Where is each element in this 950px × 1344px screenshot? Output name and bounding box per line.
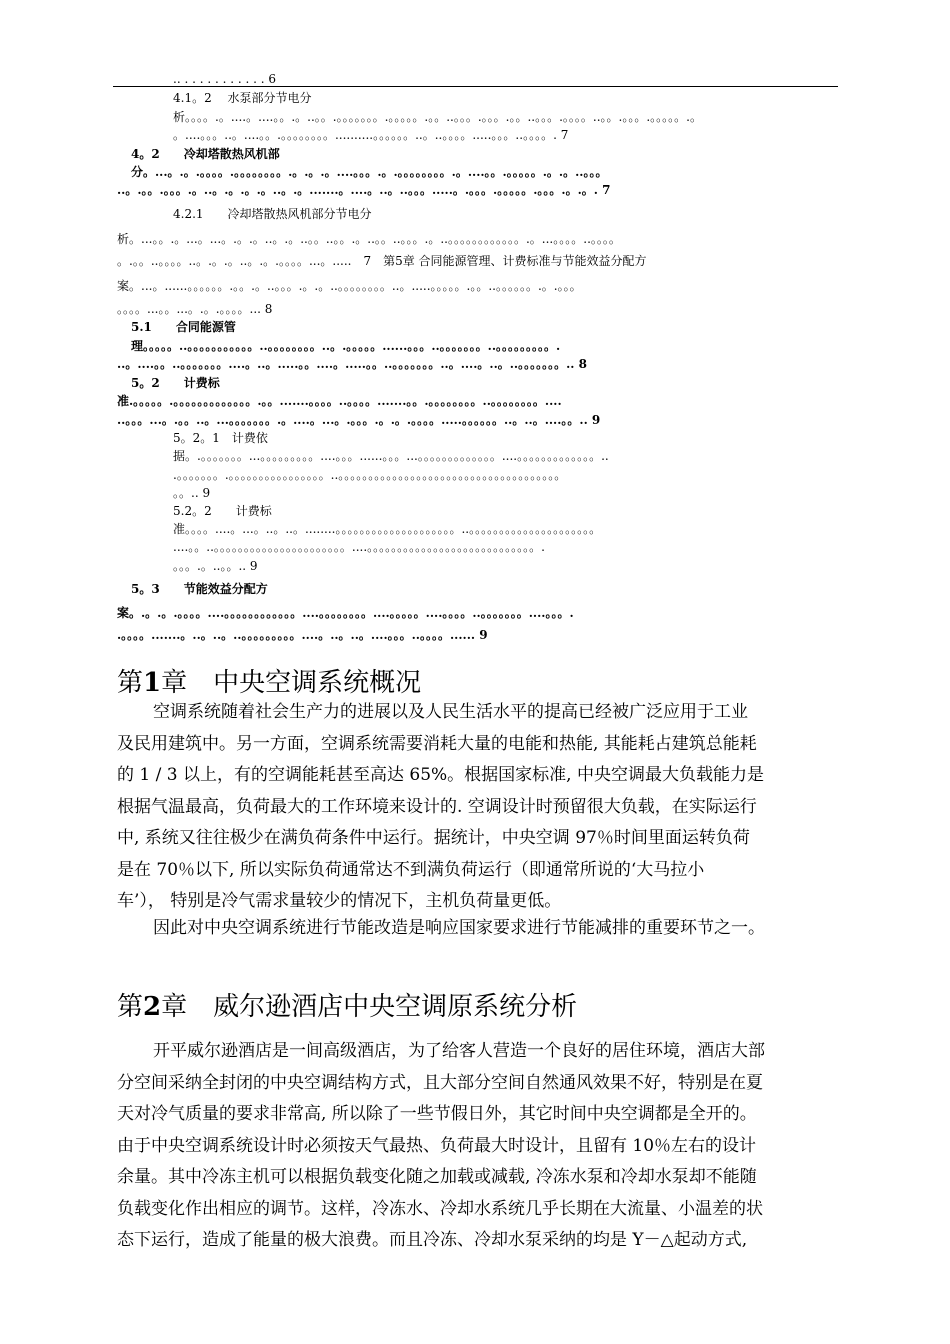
toc-line: 准.。。。。。.。。。。。。。。。。。。。.。。.......。。。。..。。。。.......。。.。。。。。。。。..。。。。。。。。.... bbox=[117, 394, 562, 408]
toc-line: 5.1 合同能源管 bbox=[131, 320, 236, 334]
toc-line: ..。.。。.。。。.。..。.。.。.。..。.。.......。....。..。..。。。.....。.。。。.。。。。。.。。。.。.。. 7 bbox=[117, 183, 611, 197]
toc-line: .。。。。.......。..。..。..。。。。。。。。。....。..。..。....。。。..。。。。...... 9 bbox=[117, 628, 488, 642]
text-line: 根据气温最高，负荷最大的工作环境来设计的. 空调设计时预留很大负载，在实际运行 bbox=[117, 796, 757, 817]
text-line: 天对冷气质量的要求非常高, 所以除了一些节假日外，其它时间中央空调都是全开的。 bbox=[117, 1104, 757, 1124]
toc-line: 理。。。。。..。。。。。。。。。。。..。。。。。。。。..。.。。。。。......。。。..。。。。。。。..。。。。。。。。。. bbox=[131, 339, 561, 353]
toc-line: 案。...。......。。。。。。.。。.。..。。。.。.。..。。。。。。。。..。.....。。。。。.。。..。。。。。。.。.。。。 bbox=[117, 279, 582, 293]
toc-line: 。。。.。..。。.. 9 bbox=[173, 559, 258, 573]
text-line: 因此对中央空调系统进行节能改造是响应国家要求进行节能减排的重要环节之一。 bbox=[153, 918, 765, 938]
text-line: 中, 系统又往往极少在满负荷条件中运行。据统计，中央空调 97％时间里面运转负荷 bbox=[117, 828, 750, 848]
toc-line: 。。。。...。。...。.。.。。。。... 8 bbox=[117, 302, 273, 316]
toc-line: 4.1。2 水泵部分节电分 bbox=[173, 91, 312, 105]
toc-line: 据。.。。。。。。。...。。。。。。。。。....。。。......。。。...。。。。。。。。。。。。。....。。。。。。。。。。。。。.. bbox=[173, 449, 609, 463]
toc-line: .. . . . . . . . . . . . 6 bbox=[173, 72, 276, 86]
toc-line: 5。2 计费标 bbox=[131, 376, 220, 390]
text-line: 分空间采纳全封闭的中央空调结构方式，且大部分空间自然通风效果不好，特别是在夏 bbox=[117, 1072, 763, 1093]
chapter-2-body bbox=[117, 1036, 842, 1257]
toc-line: 。....。。。..。....。。.。。。。。。。。..........。。。。。。..。..。。。。.....。。。..。。。。. 7 bbox=[173, 128, 569, 142]
toc-line: ..。。。...。.。。..。...。。。。。。。.。....。...。.。。。.。.。.。。。。.....。。。。。。..。..。....。。.. 9 bbox=[117, 413, 601, 427]
toc-line: 5。2。1 计费依 bbox=[173, 431, 268, 445]
toc-line: 4。2 冷却塔散热风机部 bbox=[131, 147, 280, 161]
text-line: 的 1 / 3 以上，有的空调能耗甚至高达 65%。根据国家标准, 中央空调最大负载能力是 bbox=[117, 765, 764, 785]
text-line: 空调系统随着社会生产力的进展以及人民生活水平的提高已经被广泛应用于工业 bbox=[153, 702, 748, 722]
toc-line: 准。。。。....。...。..。..。........。。。。。。。。。。。。。。。。。。。。..。。。。。。。。。。。。。。。。。。。。。 bbox=[173, 522, 602, 536]
chapter-2-heading: 第2章 威尔逊酒店中央空调原系统分析 bbox=[117, 992, 578, 1022]
chapter-1-heading: 第1章 中央空调系统概况 bbox=[117, 668, 422, 698]
toc-line: 5。3 节能效益分配方 bbox=[131, 582, 268, 596]
toc-line: 分。...。.。.。。。。.。。。。。。。。.。.。.。....。。。.。.。。。。。。。。.。....。。.。。。。。.。.。..。。。 bbox=[131, 165, 608, 179]
header-rule bbox=[113, 86, 838, 87]
toc-line: 析。...。。.。...。...。.。.。..。.。..。。..。。.。..。。..。。。.。..。。。。。。。。。。。。.。...。。。。..。。。。 bbox=[117, 232, 621, 246]
text-line: 负载变化作出相应的调节。这样，冷冻水、冷却水系统几乎长期在大流量、小温差的状 bbox=[117, 1198, 763, 1219]
toc-line: 。.。。..。。。。..。.。.。..。.。.。。。。...。..... 7 第5章 合同能源管理、计费标准与节能效益分配方 bbox=[117, 254, 647, 268]
chapter-1-body bbox=[117, 697, 842, 940]
toc-line: 5.2。2 计费标 bbox=[173, 504, 272, 518]
text-line: 车’）， 特别是冷气需求量较少的情况下，主机负荷量更低。 bbox=[117, 891, 562, 911]
text-line: 及民用建筑中。另一方面，空调系统需要消耗大量的电能和热能, 其能耗占建筑总能耗 bbox=[117, 733, 757, 754]
toc-line: ..。....。。..。。。。。。。....。..。.....。。....。.....。。..。。。。。。。..。....。..。..。。。。。。。.. 8 bbox=[117, 357, 587, 371]
text-line: 余量。其中冷冻主机可以根据负载变化随之加载或减载, 冷冻水泵和冷却水泵却不能随 bbox=[117, 1167, 757, 1187]
toc-line: .。。。。。。。.。。。。。。。。。。。。。。。。..。。。。。。。。。。。。。。。。。。。。。。。。。。。。。。。。。。。。。 bbox=[173, 468, 567, 482]
toc-line: ....。。..。。。。。。。。。。。。。。。。。。。。。。....。。。。。。。。。。。。。。。。。。。。。。。。。。。。. bbox=[173, 540, 545, 554]
toc-line: 析。。。。.。....。....。。.。..。。.。。。。。。。.。。。。。.。。..。。。.。。。.。。..。。。.。。。。..。。.。。。.。。。。。.。 bbox=[173, 110, 702, 124]
toc-line: 案。.。.。.。。。。....。。。。。。。。。。。。....。。。。。。。。....。。。。。....。。。。..。。。。。。。....。。。. bbox=[117, 606, 574, 620]
toc-line: 。。.. 9 bbox=[173, 486, 211, 500]
text-line: 是在 70％以下, 所以实际负荷通常达不到满负荷运行（即通常所说的‘大马拉小 bbox=[117, 859, 705, 880]
text-line: 开平威尔逊酒店是一间高级酒店，为了给客人营造一个良好的居住环境，酒店大部 bbox=[153, 1041, 765, 1061]
text-line: 由于中央空调系统设计时必须按天气最热、负荷最大时设计，且留有 10％左右的设计 bbox=[117, 1135, 757, 1156]
toc-line: 4.2.1 冷却塔散热风机部分节电分 bbox=[173, 207, 372, 221]
text-line: 态下运行，造成了能量的极大浪费。而且冷冻、冷却水泵采纳的均是 Y－△起动方式, bbox=[117, 1230, 748, 1250]
